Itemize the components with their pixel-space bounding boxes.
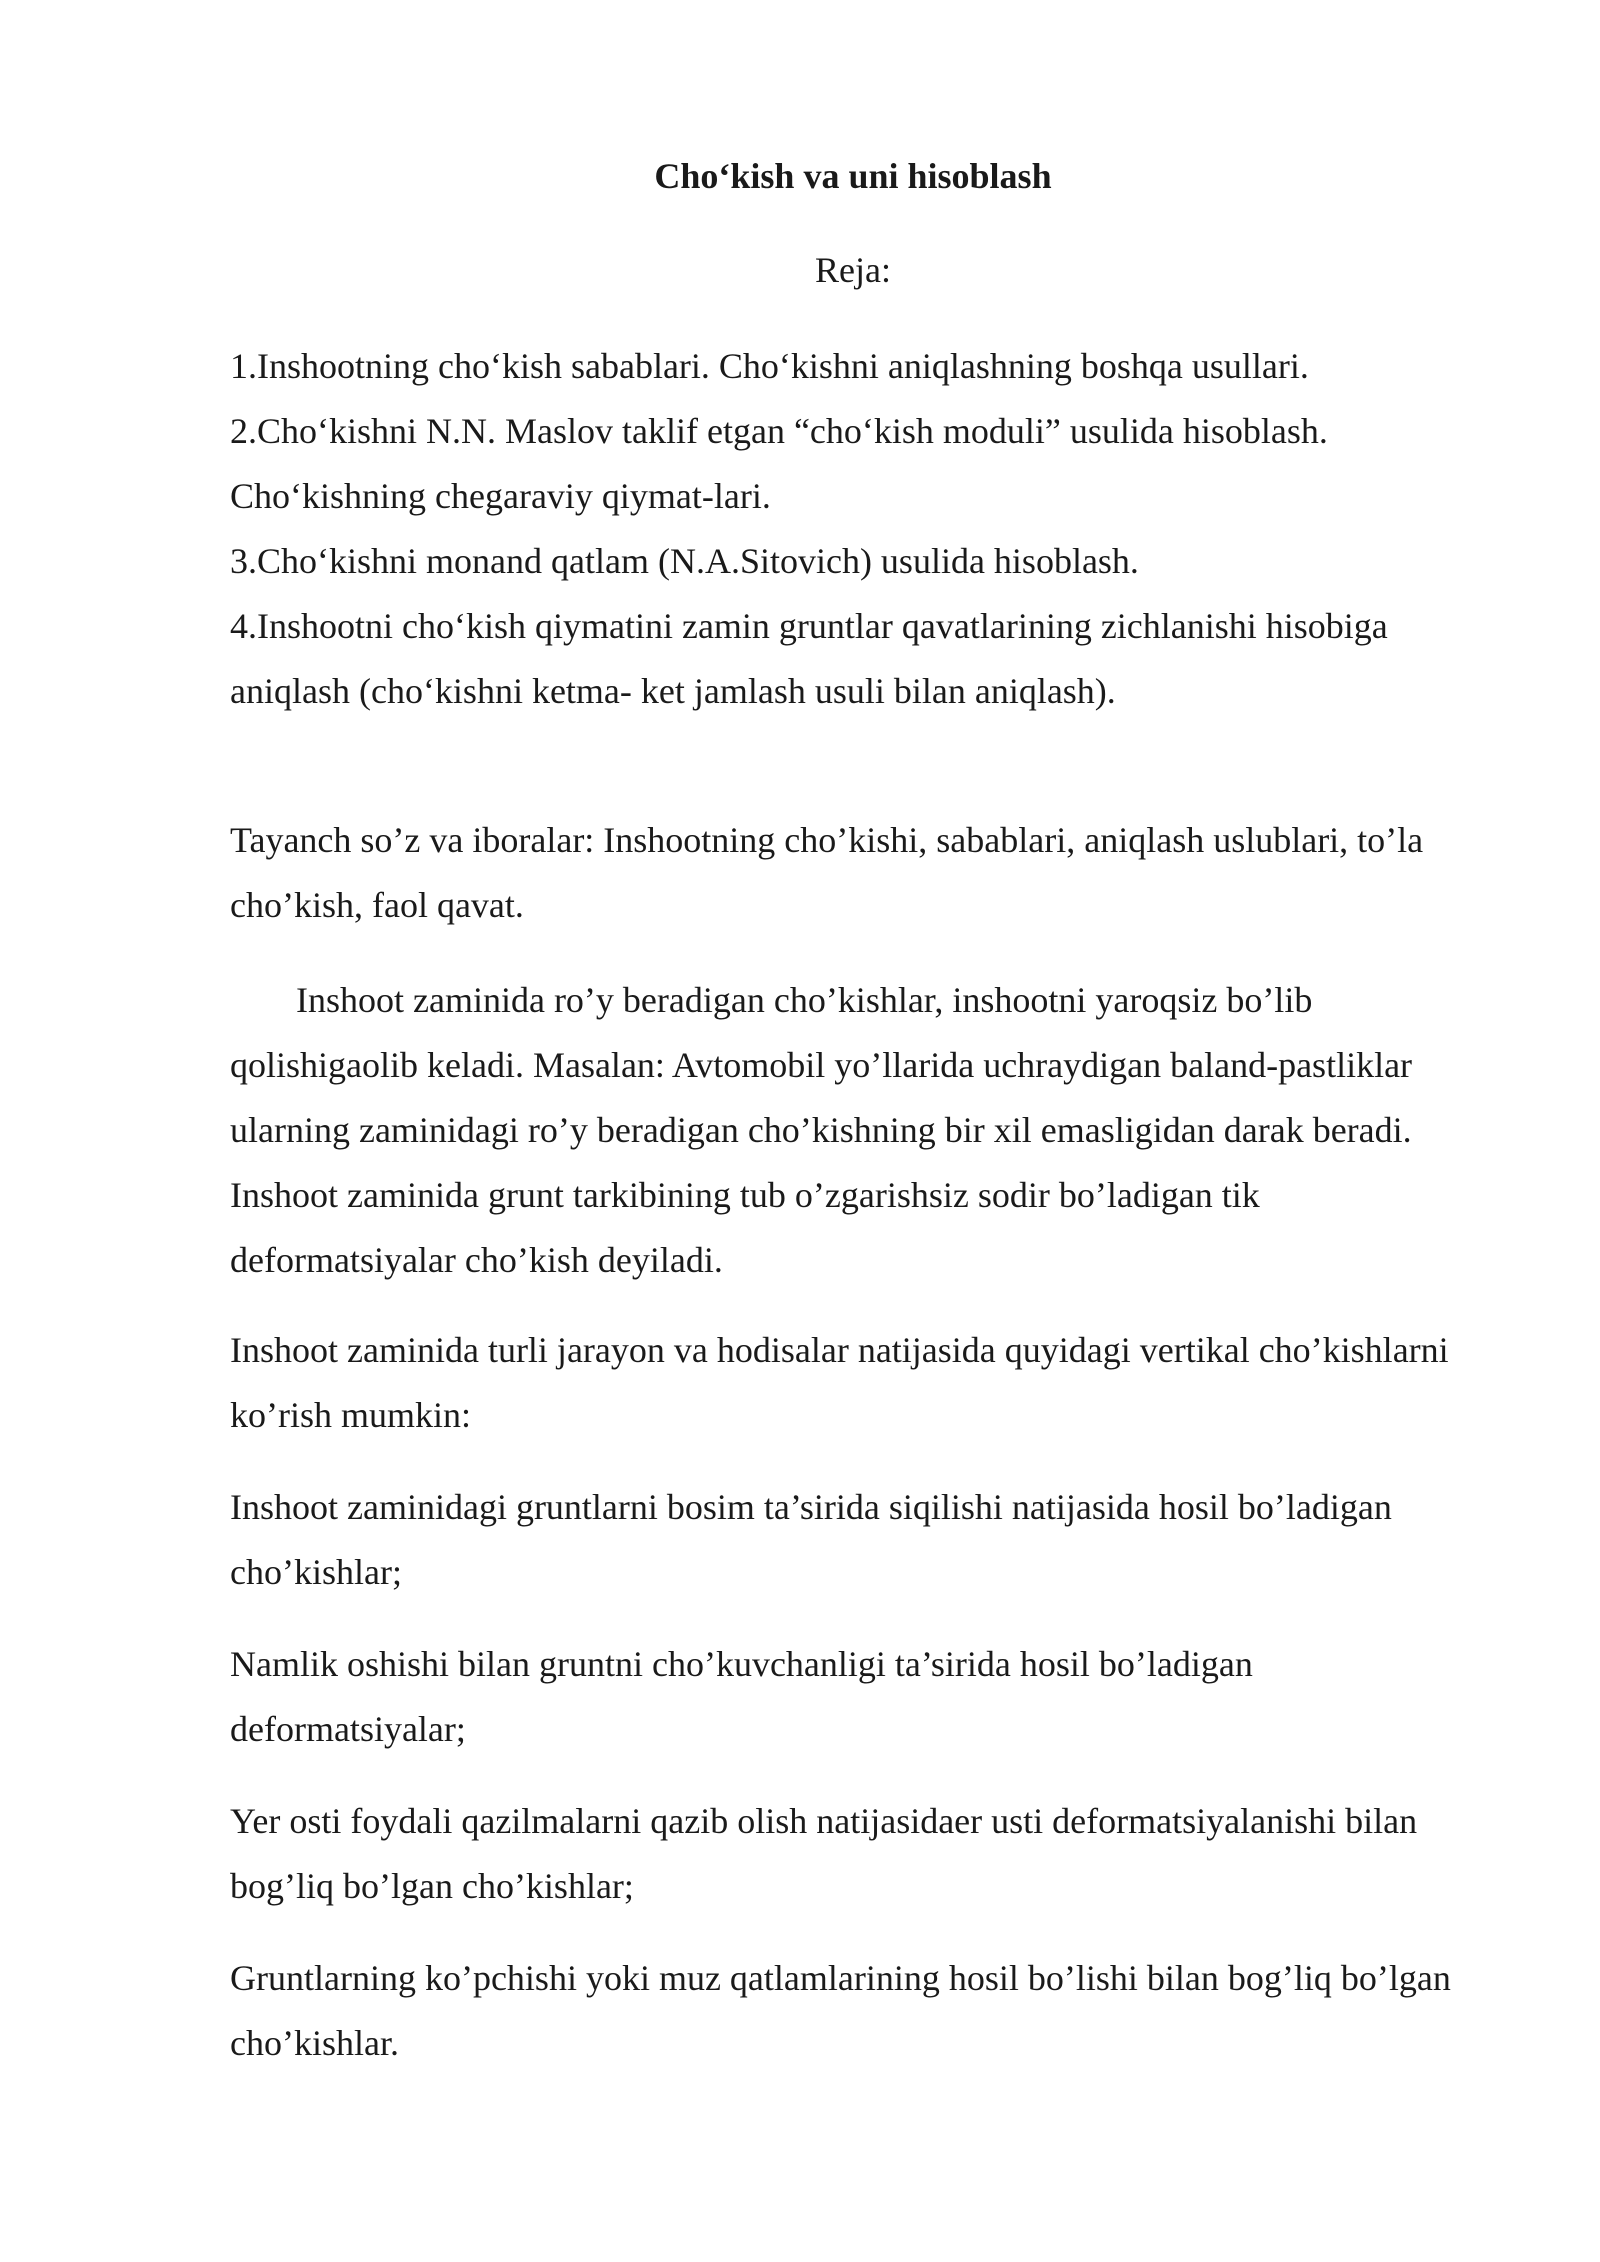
plan-item: 1.Inshootning cho‘kish sabablari. Cho‘kishni aniqlashning boshqa usullari. [230, 346, 1309, 386]
plan-item: aniqlash (cho‘kishni ketma- ket jamlash usuli bilan aniqlash). [230, 671, 1116, 711]
body-paragraph: Gruntlarning ko’pchishi yoki muz qatlamlarining hosil bo’lishi bilan bog’liq bo’lgan cho’kishlar. [230, 1958, 1451, 2063]
body-paragraph: Inshoot zaminidagi gruntlarni bosim ta’sirida siqilishi natijasida hosil bo’ladigan cho’kishlar; [230, 1487, 1392, 1592]
plan-list [230, 334, 1480, 724]
document-title: Cho‘kish va uni hisoblash [654, 156, 1052, 196]
plan-item: Cho‘kishning chegaraviy qiymat-lari. [230, 476, 771, 516]
plan-heading: Reja: [815, 250, 891, 290]
body-paragraph: Yer osti foydali qazilmalarni qazib olish natijasidaer usti deformatsiyalanishi bilan bog’liq bo’lgan cho’kishlar; [230, 1801, 1418, 1906]
plan-item: 3.Cho‘kishni monand qatlam (N.A.Sitovich) usulida hisoblash. [230, 541, 1139, 581]
body-paragraph: Namlik oshishi bilan gruntni cho’kuvchanligi ta’sirida hosil bo’ladigan deformatsiyalar; [230, 1644, 1253, 1749]
body-paragraph: Inshoot zaminida ro’y beradigan cho’kishlar, inshootni yaroqsiz bo’lib qolishigaolib keladi. Masalan: Avtomobil yo’llarida uchraydigan baland-pastliklar ularning zaminidagi ro’y beradigan cho’kishning bir xil emasligidan darak beradi. Inshoot zaminida grunt tarkibining tub o’zgarishsiz sodir bo’ladigan tik deformatsiyalar cho’kish deyiladi. [230, 980, 1413, 1280]
plan-item: 4.Inshootni cho‘kish qiymatini zamin gruntlar qavatlarining zichlanishi hisobiga [230, 606, 1388, 646]
keywords-paragraph: Tayanch so’z va iboralar: Inshootning cho’kishi, sabablari, aniqlash uslublari, to’la cho’kish, faol qavat. [230, 820, 1424, 925]
body-paragraph: Inshoot zaminida turli jarayon va hodisalar natijasida quyidagi vertikal cho’kishlarni ko’rish mumkin: [230, 1330, 1449, 1435]
plan-item: 2.Cho‘kishni N.N. Maslov taklif etgan “cho‘kish moduli” usulida hisoblash. [230, 411, 1328, 451]
